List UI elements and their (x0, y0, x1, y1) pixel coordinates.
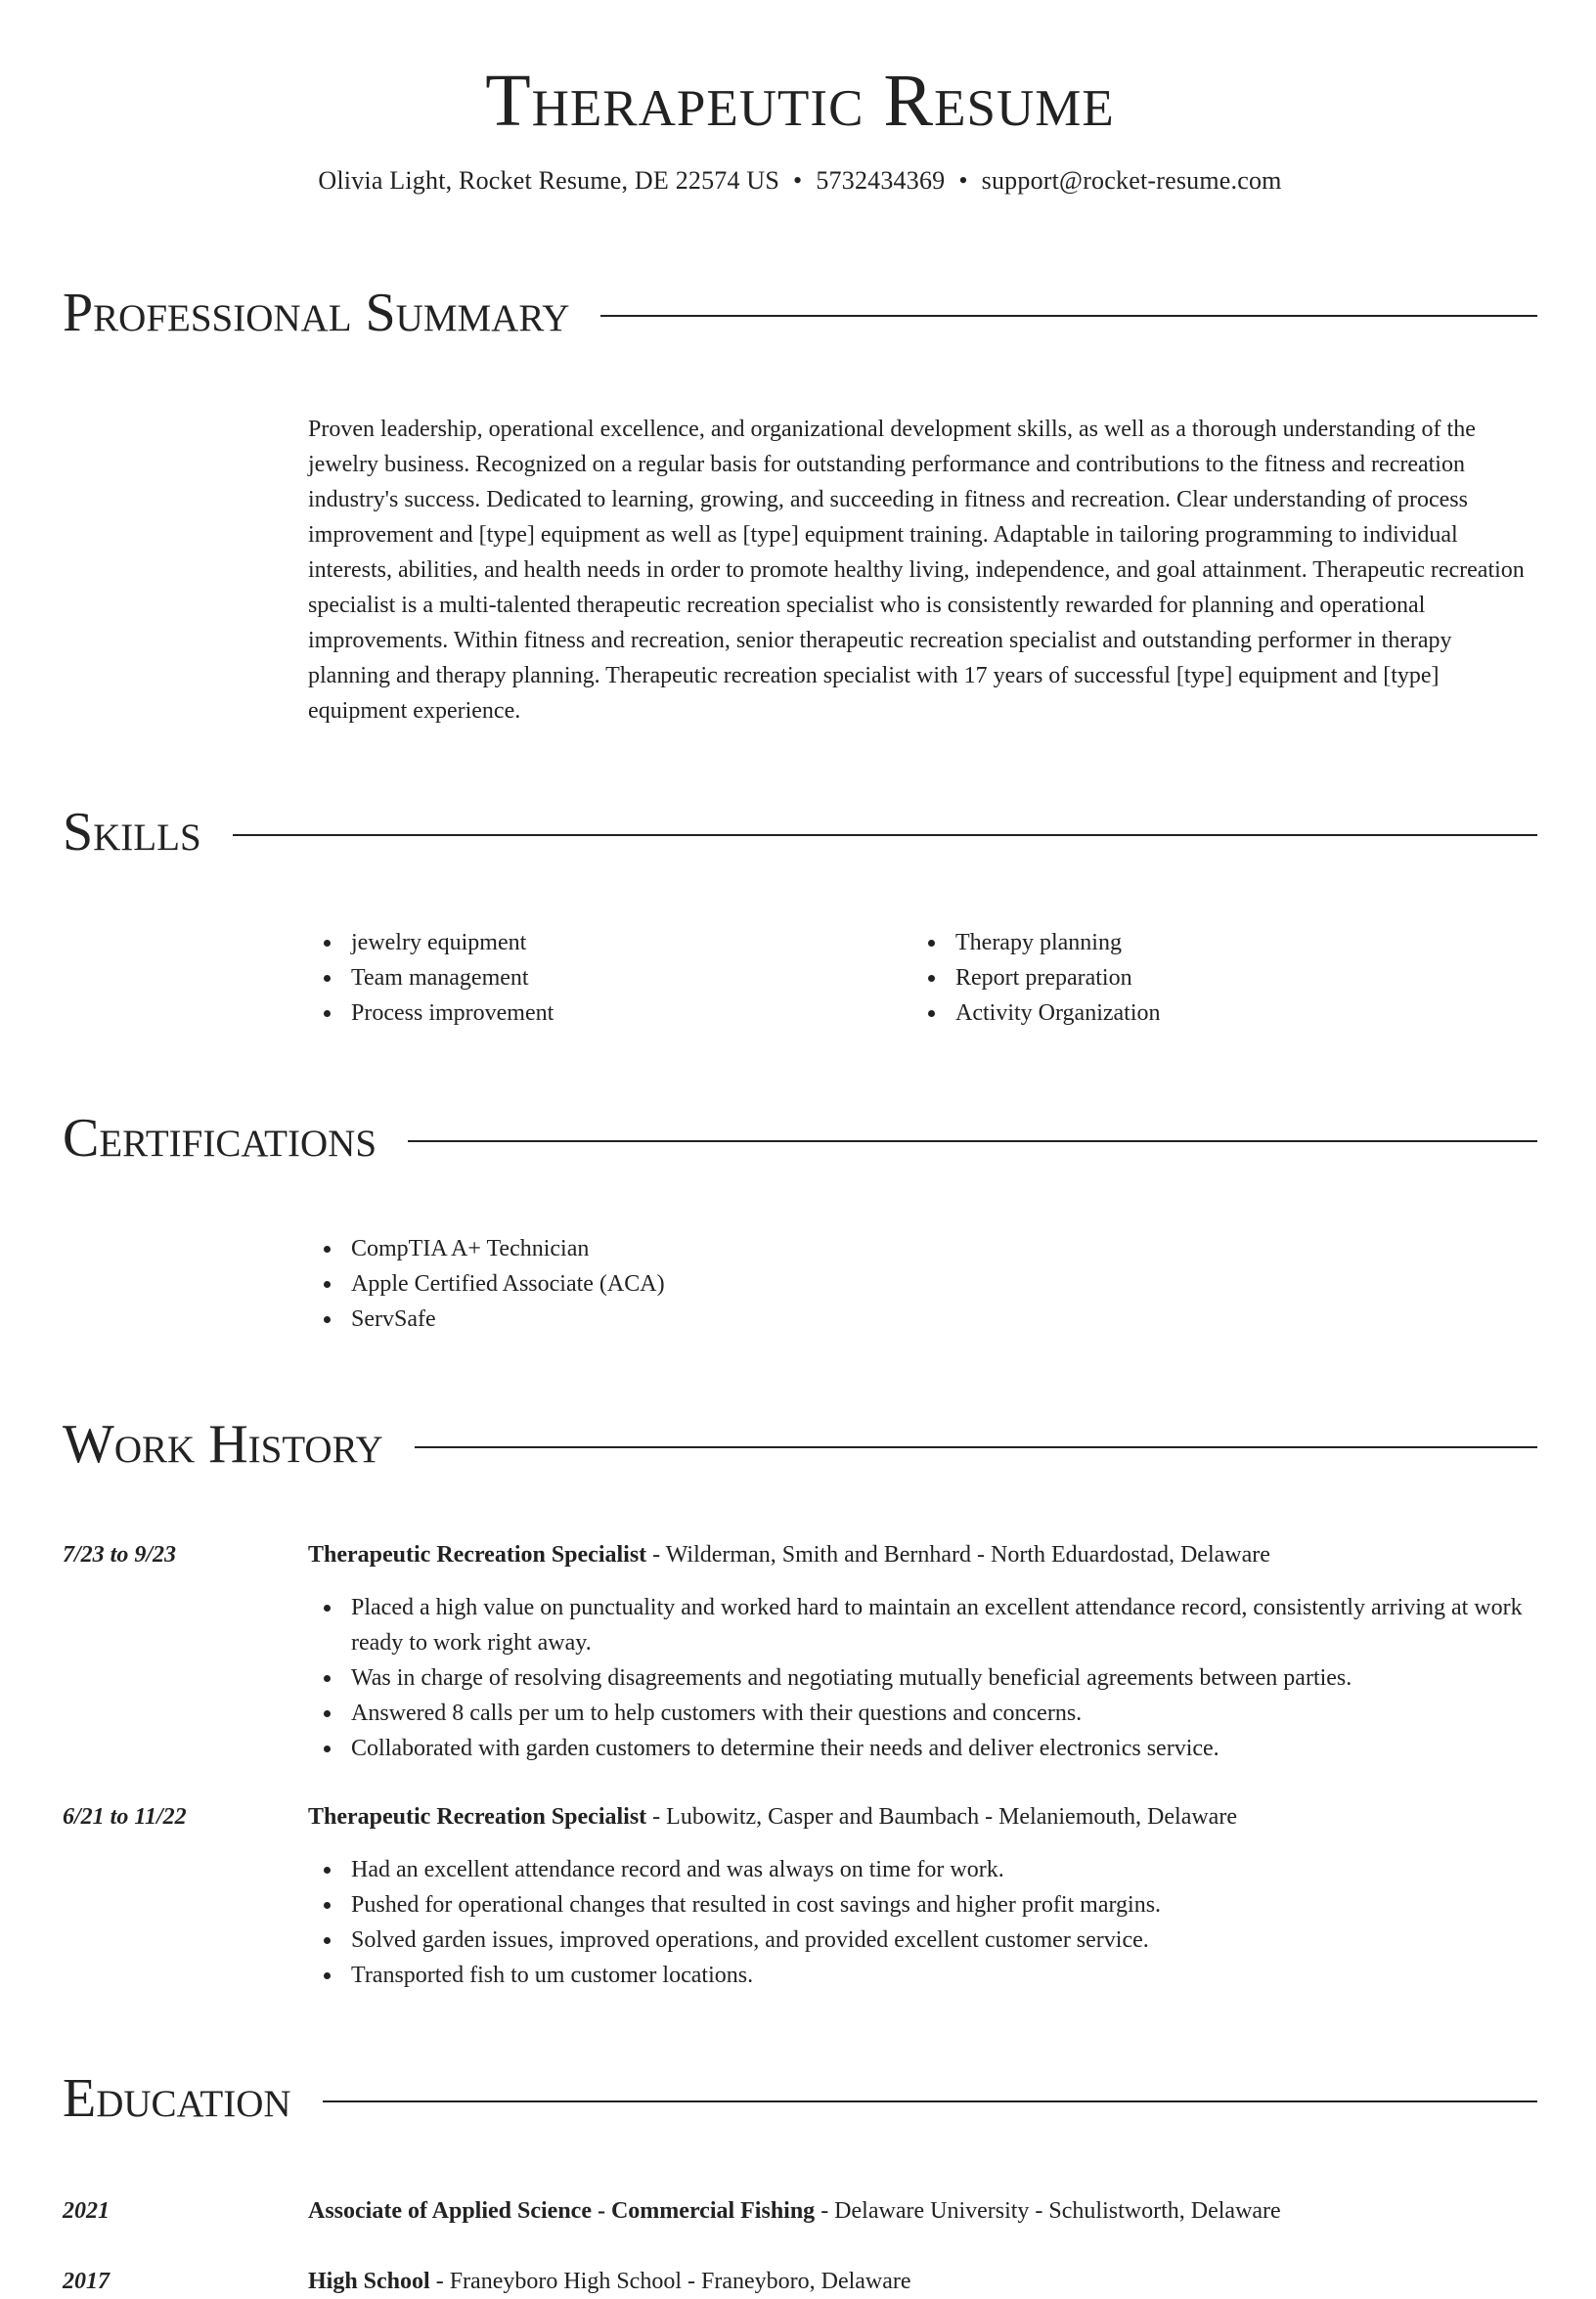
job-entry (63, 1799, 1537, 1993)
section-divider (323, 2100, 1537, 2102)
education-heading: Education (63, 2068, 291, 2130)
certifications-body (63, 1231, 1537, 1337)
job-title: Therapeutic Recreation Specialist (308, 1541, 647, 1568)
education-year: 2017 (63, 2268, 110, 2294)
section-divider (600, 315, 1537, 317)
job-details: - Wilderman, Smith and Bernhard - North Eduardostad, Delaware (646, 1541, 1270, 1568)
job-details: - Lubowitz, Casper and Baumbach - Melaniemouth, Delaware (646, 1803, 1237, 1830)
job-bullet: Transported fish to um customer locations. (308, 1958, 1537, 1993)
job-bullets (308, 1852, 1537, 1993)
skills-heading: Skills (63, 802, 201, 863)
contact-separator: • (958, 166, 968, 195)
skill-item: Report preparation (912, 960, 1517, 995)
skill-item: Therapy planning (912, 925, 1517, 960)
certification-item: Apple Certified Associate (ACA) (308, 1266, 1537, 1302)
education-year: 2021 (63, 2197, 110, 2224)
job-title: Therapeutic Recreation Specialist (308, 1803, 647, 1830)
certification-item: ServSafe (308, 1302, 1537, 1337)
job-headline (308, 1799, 1537, 1835)
section-divider (233, 834, 1537, 836)
education-degree: Associate of Applied Science - Commercial Fishing (308, 2197, 816, 2224)
job-bullet: Placed a high value on punctuality and worked hard to maintain an excellent attendance record, consistently arriving at work ready to work right away. (308, 1590, 1537, 1660)
skills-list-right (912, 925, 1517, 1031)
contact-phone: 5732434369 (816, 166, 946, 195)
education-entry (63, 2193, 1537, 2229)
skill-item: Process improvement (308, 995, 912, 1031)
education-headline (308, 2264, 1537, 2299)
contact-separator: • (793, 166, 803, 195)
skills-grid (63, 925, 1537, 1031)
skill-item: Team management (308, 960, 912, 995)
education-body (308, 2193, 1537, 2229)
skills-section-header (63, 756, 1537, 909)
certifications-section-header (63, 1062, 1537, 1216)
resume-page (63, 0, 1537, 2299)
education-details: - Franeyboro High School - Franeyboro, Delaware (429, 2268, 911, 2294)
skills-list-left (308, 925, 912, 1031)
job-bullet: Answered 8 calls per um to help customers with their questions and concerns. (308, 1696, 1537, 1731)
contact-email[interactable]: support@rocket-resume.com (981, 166, 1282, 195)
summary-section-header (63, 237, 1537, 390)
education-entry (63, 2264, 1537, 2299)
job-body (308, 1537, 1537, 1766)
skill-item: Activity Organization (912, 995, 1517, 1031)
job-entry (63, 1537, 1537, 1766)
contact-address: Olivia Light, Rocket Resume, DE 22574 US (318, 166, 780, 195)
job-body (308, 1799, 1537, 1993)
skill-item: jewelry equipment (308, 925, 912, 960)
work-heading: Work History (63, 1414, 383, 1476)
job-bullet: Had an excellent attendance record and was always on time for work. (308, 1852, 1537, 1887)
certification-item: CompTIA A+ Technician (308, 1231, 1537, 1266)
education-body (308, 2264, 1537, 2299)
summary-heading: Professional Summary (63, 283, 570, 344)
job-bullet: Solved garden issues, improved operations, and provided excellent customer service. (308, 1923, 1537, 1958)
job-bullet: Was in charge of resolving disagreements and negotiating mutually beneficial agreements between parties. (308, 1660, 1537, 1696)
education-headline (308, 2193, 1537, 2229)
section-divider (408, 1140, 1537, 1142)
section-divider (415, 1446, 1537, 1448)
job-bullet: Pushed for operational changes that resulted in cost savings and higher profit margins. (308, 1887, 1537, 1923)
job-dates: 6/21 to 11/22 (63, 1803, 187, 1830)
education-details: - Delaware University - Schulistworth, Delaware (815, 2197, 1281, 2224)
job-headline (308, 1537, 1537, 1572)
work-section-header (63, 1368, 1537, 1522)
education-degree: High School (308, 2268, 430, 2294)
education-section-header (63, 2022, 1537, 2176)
summary-body (63, 412, 1537, 729)
certifications-list (308, 1231, 1537, 1337)
job-bullet: Collaborated with garden customers to determine their needs and deliver electronics service. (308, 1731, 1537, 1766)
certifications-heading: Certifications (63, 1108, 377, 1170)
resume-title: Therapeutic Resume (485, 60, 1115, 142)
job-bullets (308, 1590, 1537, 1766)
job-dates: 7/23 to 9/23 (63, 1541, 177, 1568)
contact-line (63, 164, 1537, 198)
summary-text: Proven leadership, operational excellence, and organizational development skills, as well as a thorough understanding of the jewelry business. Recognized on a regular basis for outstanding performance and contributions to the fitness and recreation industry's success. Dedicated to learning, growing, and succeeding in fitness and recreation. Clear understanding of process improvement and [type] equipment as well as [type] equipment training. Adaptable in tailoring programming to individual interests, abilities, and health needs in order to promote healthy living, independence, and goal attainment. Therapeutic recreation specialist is a multi-talented therapeutic recreation specialist who is consistently rewarded for planning and operational improvements. Within fitness and recreation, senior therapeutic recreation specialist and outstanding performer in therapy planning and therapy planning. Therapeutic recreation specialist with 17 years of successful [type] equipment and [type] equipment experience. (308, 416, 1525, 724)
